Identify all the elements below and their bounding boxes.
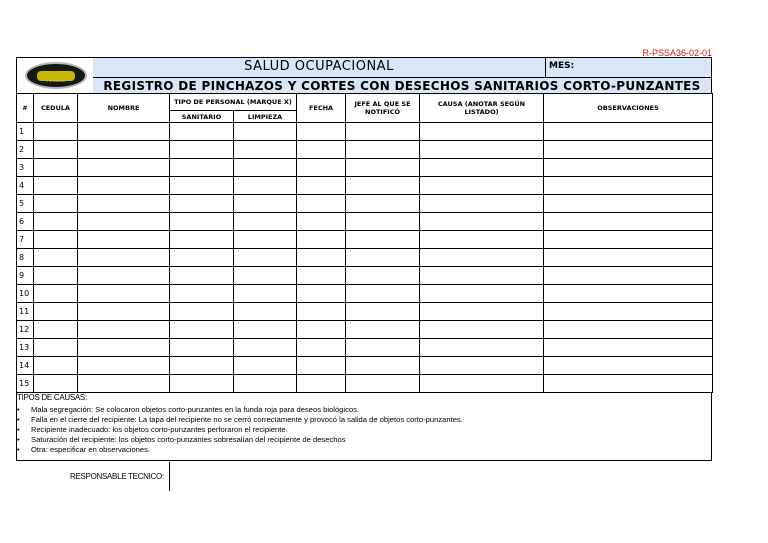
cell-observaciones[interactable] (544, 285, 713, 303)
cell-observaciones[interactable] (544, 213, 713, 231)
cell-jefe[interactable] (346, 195, 420, 213)
cell-sanitario[interactable] (170, 357, 234, 375)
cause-item: • Otra: especificar en observaciones. (17, 445, 463, 455)
cell-sanitario[interactable] (170, 285, 234, 303)
cell-jefe[interactable] (346, 267, 420, 285)
cell-fecha[interactable] (297, 159, 346, 177)
cause-item: • Mala segregación: Se colocaron objetos corto-punzantes en la funda roja para deseos biológicos. (17, 405, 463, 415)
cell-nombre[interactable] (78, 177, 170, 195)
cell-fecha[interactable] (297, 213, 346, 231)
table-row (17, 339, 713, 357)
cell-sanitario[interactable] (170, 213, 234, 231)
cell-cedula[interactable] (34, 231, 78, 249)
cell-causa[interactable] (420, 141, 544, 159)
cell-causa[interactable] (420, 357, 544, 375)
cell-observaciones[interactable] (544, 177, 713, 195)
table-row (17, 141, 713, 159)
cell-observaciones[interactable] (544, 375, 713, 393)
cell-nombre[interactable] (78, 339, 170, 357)
logo-cell (17, 58, 94, 93)
cell-jefe[interactable] (346, 357, 420, 375)
cell-causa[interactable] (420, 267, 544, 285)
cell-jefe[interactable] (346, 303, 420, 321)
cell-observaciones[interactable] (544, 195, 713, 213)
cell-sanitario[interactable] (170, 123, 234, 141)
cause-item: • Saturación del recipiente: los objetos corto-punzantes sobresalían del recipiente de desechos (17, 435, 463, 445)
cell-limpieza[interactable] (234, 159, 297, 177)
signature-line (169, 462, 170, 491)
cell-causa[interactable] (420, 375, 544, 393)
document-code: R-PSSA36-02-01 (642, 48, 712, 58)
cell-sanitario[interactable] (170, 267, 234, 285)
cell-limpieza[interactable] (234, 231, 297, 249)
cell-jefe[interactable] (346, 285, 420, 303)
cell-jefe[interactable] (346, 321, 420, 339)
causes-title: TIPOS DE CAUSAS: (17, 393, 87, 402)
table-row (17, 231, 713, 249)
cell-fecha[interactable] (297, 177, 346, 195)
table-row (17, 285, 713, 303)
cell-sanitario[interactable] (170, 231, 234, 249)
cause-item: • Falla en el cierre del recipiente: La tapa del recipiente no se cerró correctamente y provocó la salida de objetos corto-punzantes. (17, 415, 463, 425)
table-row (17, 213, 713, 231)
table-row (17, 267, 713, 285)
cell-nombre[interactable] (78, 159, 170, 177)
cell-causa[interactable] (420, 339, 544, 357)
table-row (17, 303, 713, 321)
row-number: 3 (17, 159, 34, 177)
row-number: 12 (17, 321, 34, 339)
cell-jefe[interactable] (346, 141, 420, 159)
cell-fecha[interactable] (297, 375, 346, 393)
cell-limpieza[interactable] (234, 177, 297, 195)
cell-observaciones[interactable] (544, 339, 713, 357)
form-header (16, 57, 712, 94)
row-number: 11 (17, 303, 34, 321)
company-logo (25, 62, 87, 89)
month-field (545, 58, 712, 77)
cell-fecha[interactable] (297, 141, 346, 159)
cell-jefe[interactable] (346, 249, 420, 267)
row-number: 4 (17, 177, 34, 195)
responsible-label: RESPONSABLE TECNICO: (70, 472, 164, 481)
cause-item: • Recipiente inadecuado: los objetos corto-punzantes perforaron el recipiente. (17, 425, 463, 435)
cell-cedula[interactable] (34, 267, 78, 285)
cell-sanitario[interactable] (170, 249, 234, 267)
cell-causa[interactable] (420, 285, 544, 303)
row-number: 15 (17, 375, 34, 393)
cell-causa[interactable] (420, 195, 544, 213)
row-number: 13 (17, 339, 34, 357)
row-number: 2 (17, 141, 34, 159)
cell-nombre[interactable] (78, 231, 170, 249)
cell-sanitario[interactable] (170, 303, 234, 321)
table-row (17, 195, 713, 213)
cell-cedula[interactable] (34, 195, 78, 213)
cell-observaciones[interactable] (544, 159, 713, 177)
cell-cedula[interactable] (34, 321, 78, 339)
cell-nombre[interactable] (78, 375, 170, 393)
cell-nombre[interactable] (78, 195, 170, 213)
cell-causa[interactable] (420, 303, 544, 321)
cell-limpieza[interactable] (234, 141, 297, 159)
table-row (17, 357, 713, 375)
table-row (17, 159, 713, 177)
col-tipo-personal: TIPO DE PERSONAL (MARQUE X) (170, 94, 297, 111)
cell-observaciones[interactable] (544, 267, 713, 285)
table-row (17, 123, 713, 141)
cell-limpieza[interactable] (234, 195, 297, 213)
col-sanitario: SANITARIO (170, 111, 234, 123)
cell-limpieza[interactable] (234, 357, 297, 375)
cell-observaciones[interactable] (544, 357, 713, 375)
row-number: 6 (17, 213, 34, 231)
row-number: 8 (17, 249, 34, 267)
cell-sanitario[interactable] (170, 159, 234, 177)
cell-fecha[interactable] (297, 195, 346, 213)
causes-section (16, 393, 712, 461)
cell-jefe[interactable] (346, 375, 420, 393)
col-cedula: CEDULA (34, 94, 78, 123)
table-row (17, 249, 713, 267)
cell-causa[interactable] (420, 159, 544, 177)
cell-fecha[interactable] (297, 357, 346, 375)
cell-sanitario[interactable] (170, 339, 234, 357)
cell-observaciones[interactable] (544, 303, 713, 321)
row-number: 14 (17, 357, 34, 375)
table-row (17, 177, 713, 195)
cell-nombre[interactable] (78, 285, 170, 303)
cell-cedula[interactable] (34, 159, 78, 177)
cell-cedula[interactable] (34, 141, 78, 159)
cell-sanitario[interactable] (170, 141, 234, 159)
cell-nombre[interactable] (78, 357, 170, 375)
table-row (17, 375, 713, 393)
cell-nombre[interactable] (78, 267, 170, 285)
row-number: 5 (17, 195, 34, 213)
cell-causa[interactable] (420, 321, 544, 339)
cell-jefe[interactable] (346, 213, 420, 231)
cell-cedula[interactable] (34, 213, 78, 231)
cell-jefe[interactable] (346, 231, 420, 249)
col-number: # (17, 94, 34, 123)
cell-fecha[interactable] (297, 321, 346, 339)
cell-cedula[interactable] (34, 177, 78, 195)
cell-causa[interactable] (420, 249, 544, 267)
form-title: SALUD OCUPACIONAL (244, 59, 394, 74)
cell-nombre[interactable] (78, 249, 170, 267)
cell-cedula[interactable] (34, 249, 78, 267)
cell-limpieza[interactable] (234, 123, 297, 141)
cell-cedula[interactable] (34, 357, 78, 375)
cell-jefe[interactable] (346, 339, 420, 357)
cell-limpieza[interactable] (234, 285, 297, 303)
cell-sanitario[interactable] (170, 177, 234, 195)
cell-fecha[interactable] (297, 267, 346, 285)
title-band (93, 58, 711, 78)
col-observaciones: OBSERVACIONES (544, 94, 713, 123)
cell-cedula[interactable] (34, 285, 78, 303)
row-number: 7 (17, 231, 34, 249)
cell-limpieza[interactable] (234, 303, 297, 321)
cell-sanitario[interactable] (170, 195, 234, 213)
cell-observaciones[interactable] (544, 321, 713, 339)
cell-limpieza[interactable] (234, 249, 297, 267)
cell-causa[interactable] (420, 231, 544, 249)
logo-text: Fundación (46, 78, 66, 83)
cell-fecha[interactable] (297, 123, 346, 141)
cell-causa[interactable] (420, 123, 544, 141)
col-fecha: FECHA (297, 94, 346, 123)
cell-jefe[interactable] (346, 159, 420, 177)
cell-nombre[interactable] (78, 213, 170, 231)
cell-nombre[interactable] (78, 303, 170, 321)
row-number: 10 (17, 285, 34, 303)
col-nombre: NOMBRE (78, 94, 170, 123)
row-number: 9 (17, 267, 34, 285)
cell-causa[interactable] (420, 213, 544, 231)
cell-cedula[interactable] (34, 339, 78, 357)
cell-observaciones[interactable] (544, 231, 713, 249)
cell-observaciones[interactable] (544, 123, 713, 141)
incident-table (16, 93, 713, 393)
subtitle-band (93, 78, 711, 93)
cell-limpieza[interactable] (234, 267, 297, 285)
table-row (17, 321, 713, 339)
cell-cedula[interactable] (34, 375, 78, 393)
cell-jefe[interactable] (346, 123, 420, 141)
col-limpieza: LIMPIEZA (234, 111, 297, 123)
cell-fecha[interactable] (297, 249, 346, 267)
cell-limpieza[interactable] (234, 375, 297, 393)
cell-fecha[interactable] (297, 339, 346, 357)
cell-causa[interactable] (420, 177, 544, 195)
form-subtitle: REGISTRO DE PINCHAZOS Y CORTES CON DESECHOS SANITARIOS CORTO-PUNZANTES (103, 79, 701, 93)
cell-fecha[interactable] (297, 285, 346, 303)
cell-jefe[interactable] (346, 177, 420, 195)
cell-cedula[interactable] (34, 123, 78, 141)
row-number: 1 (17, 123, 34, 141)
cell-observaciones[interactable] (544, 249, 713, 267)
cell-nombre[interactable] (78, 141, 170, 159)
cell-fecha[interactable] (297, 231, 346, 249)
cell-nombre[interactable] (78, 321, 170, 339)
cell-fecha[interactable] (297, 303, 346, 321)
col-jefe: JEFE AL QUE SE NOTIFICÓ (346, 94, 420, 123)
col-causa: CAUSA (ANOTAR SEGÚN LISTADO) (420, 94, 544, 123)
cell-observaciones[interactable] (544, 141, 713, 159)
cell-limpieza[interactable] (234, 339, 297, 357)
cell-cedula[interactable] (34, 303, 78, 321)
cell-sanitario[interactable] (170, 321, 234, 339)
cell-limpieza[interactable] (234, 321, 297, 339)
month-label: MES: (549, 61, 575, 71)
cell-nombre[interactable] (78, 123, 170, 141)
causes-list (17, 405, 463, 455)
cell-sanitario[interactable] (170, 375, 234, 393)
cell-limpieza[interactable] (234, 213, 297, 231)
